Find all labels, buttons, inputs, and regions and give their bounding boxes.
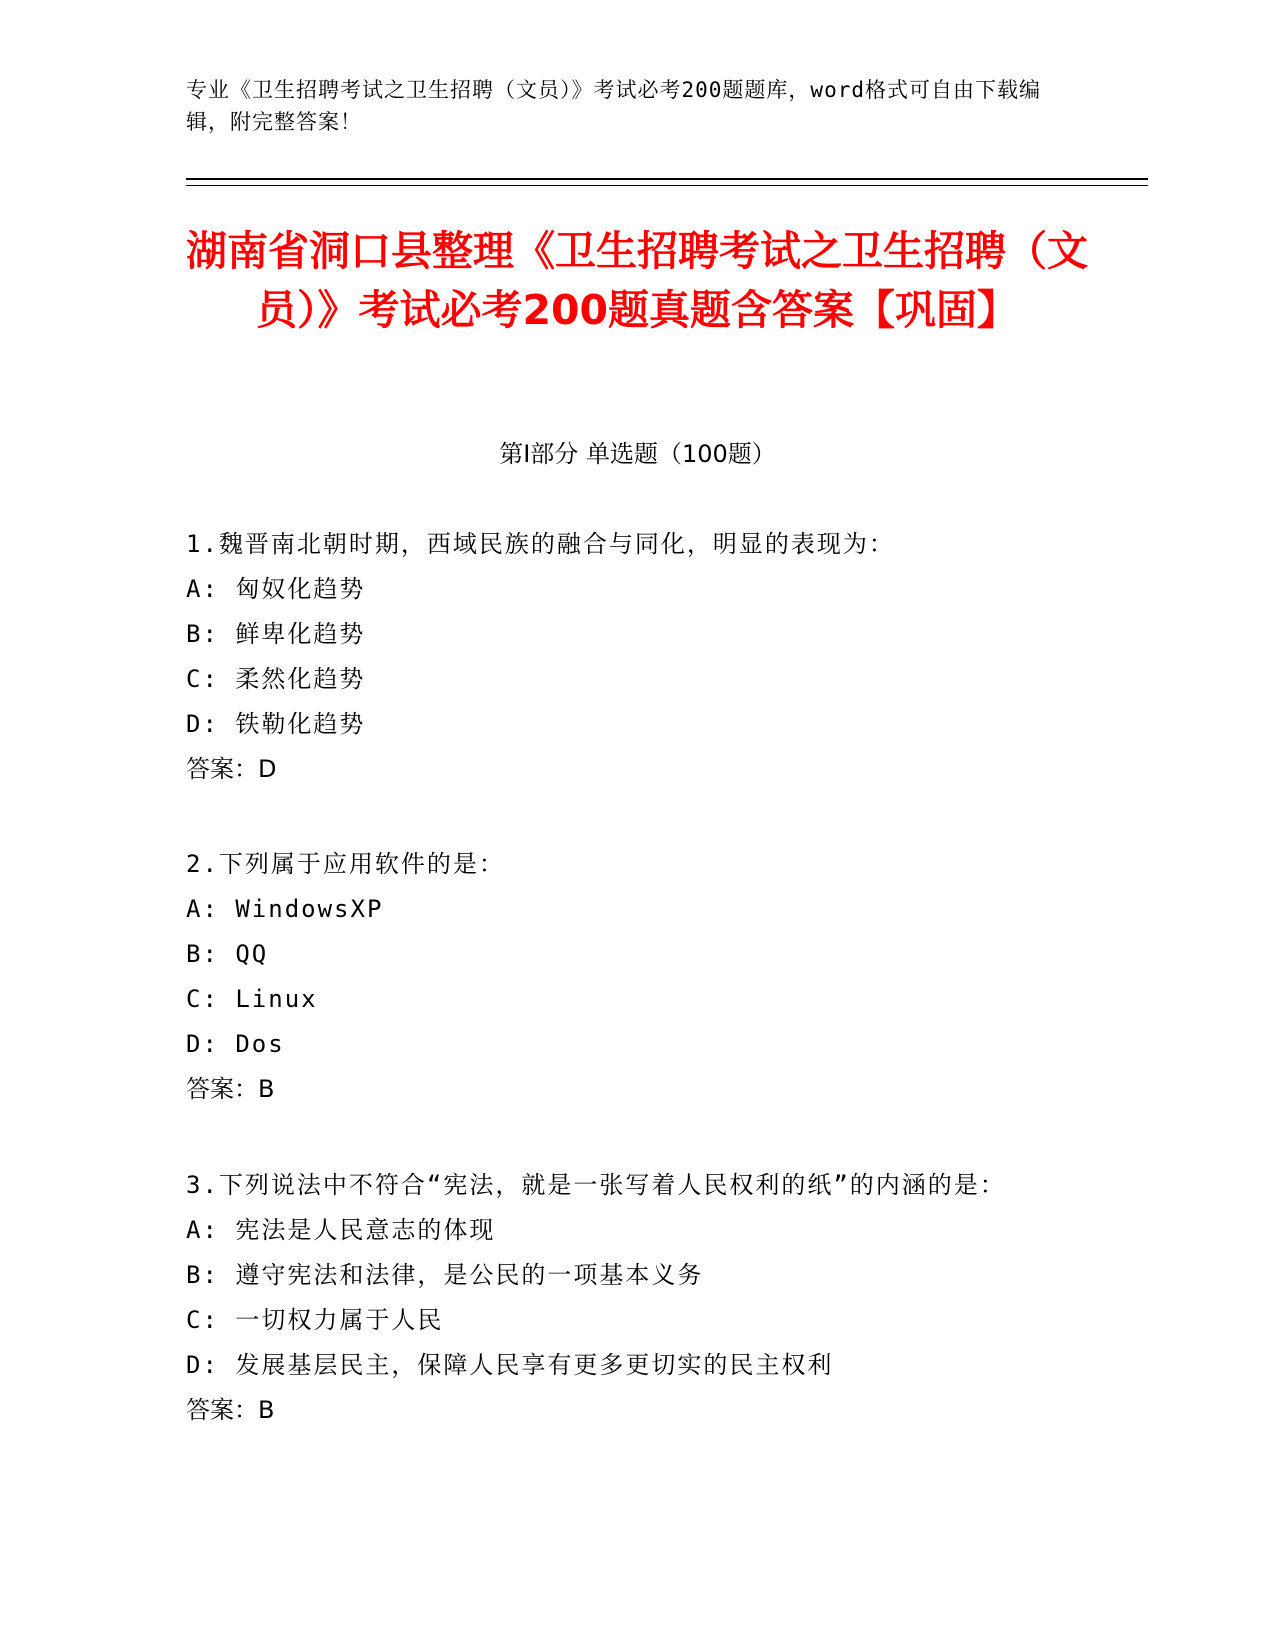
section-heading: 第Ⅰ部分 单选题（100题）	[499, 440, 776, 468]
answer-line: 答案：B	[186, 1075, 275, 1103]
question-item	[186, 522, 1066, 792]
option-b: B: QQ	[186, 940, 269, 968]
option-a: A: 宪法是人民意志的体现	[186, 1216, 496, 1244]
header-divider-thick	[186, 178, 1148, 180]
document-title: 湖南省洞口县整理《卫生招聘考试之卫生招聘（文员）》考试必考200题真题含答案【巩固】	[186, 227, 1088, 334]
option-c: C: Linux	[186, 985, 318, 1013]
header-note: 专业《卫生招聘考试之卫生招聘（文员）》考试必考200题题库，word格式可自由下载编辑，附完整答案！	[186, 78, 1041, 134]
header-divider-thin	[186, 185, 1148, 186]
option-c: C: 一切权力属于人民	[186, 1306, 444, 1334]
option-a: A: 匈奴化趋势	[186, 575, 366, 603]
question-stem: 1.魏晋南北朝时期，西域民族的融合与同化，明显的表现为：	[186, 530, 895, 558]
question-stem: 3.下列说法中不符合“宪法，就是一张写着人民权利的纸”的内涵的是：	[186, 1171, 1006, 1199]
answer-line: 答案：B	[186, 1396, 275, 1424]
option-d: D: 铁勒化趋势	[186, 710, 366, 738]
option-b: B: 遵守宪法和法律，是公民的一项基本义务	[186, 1261, 704, 1289]
option-b: B: 鲜卑化趋势	[186, 620, 366, 648]
option-d: D: 发展基层民主，保障人民享有更多更切实的民主权利	[186, 1351, 834, 1379]
question-stem: 2.下列属于应用软件的是：	[186, 850, 505, 878]
option-a: A: WindowsXP	[186, 895, 384, 923]
question-item	[186, 1163, 1066, 1433]
question-item	[186, 842, 1066, 1112]
answer-line: 答案：D	[186, 755, 277, 783]
option-c: C: 柔然化趋势	[186, 665, 366, 693]
option-d: D: Dos	[186, 1030, 285, 1058]
